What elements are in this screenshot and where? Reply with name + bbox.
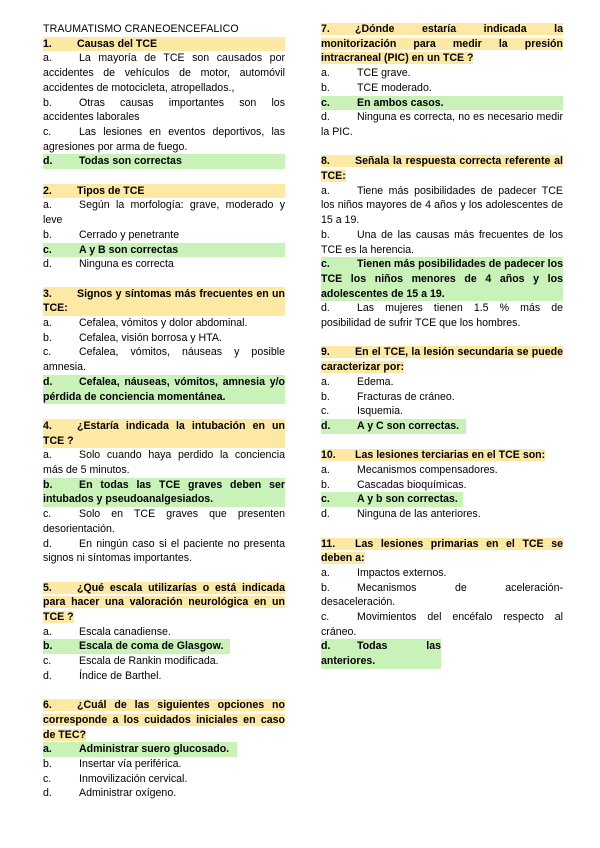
option-d	[43, 669, 285, 684]
option-letter: b.	[43, 640, 53, 653]
option-letter: a.	[321, 566, 330, 579]
option-c	[43, 654, 285, 669]
option-letter: d.	[43, 155, 53, 168]
question-text: ¿Estaría indicada la intubación en un TCE ?	[43, 419, 285, 447]
option-text: Edema.	[357, 375, 394, 388]
option-text: Administrar suero glucosado.	[79, 743, 230, 756]
option-text: Mecanismos compensadores.	[357, 464, 498, 477]
option-text: Otras causas importantes son los accidentes laborales	[43, 96, 285, 124]
question-title	[43, 698, 285, 742]
question-number: 8.	[321, 155, 330, 168]
option-c	[43, 772, 285, 787]
question-number: 9.	[321, 346, 330, 359]
question-text: ¿Qué escala utilizarías o está indicada para hacer una valoración neurológica en un TCE ?	[43, 581, 285, 624]
option-text: Isquemia.	[357, 405, 403, 418]
option-text: Cascadas bioquímicas.	[357, 478, 467, 491]
question-number: 4.	[43, 419, 52, 432]
option-text: Todas las anteriores.	[321, 640, 441, 668]
option-letter: c.	[43, 508, 52, 521]
option-letter: c.	[321, 493, 330, 506]
option-a	[43, 51, 285, 95]
option-b	[321, 478, 563, 493]
question-number: 3.	[43, 287, 52, 300]
option-a	[43, 198, 285, 227]
option-letter: a.	[43, 52, 52, 65]
option-letter: b.	[321, 81, 330, 94]
question-9	[321, 345, 563, 433]
option-letter: a.	[321, 375, 330, 388]
option-d	[321, 301, 563, 330]
option-text: Solo cuando haya perdido la conciencia más de 5 minutos.	[43, 449, 285, 477]
question-text: En el TCE, la lesión secundaria se puede caracterizar por:	[321, 346, 563, 374]
option-letter: b.	[321, 478, 330, 491]
option-d	[43, 257, 285, 272]
option-letter: c.	[321, 611, 330, 624]
option-letter: c.	[43, 346, 52, 359]
option-letter: a.	[321, 464, 330, 477]
option-c	[43, 345, 285, 374]
option-a	[321, 184, 563, 228]
question-5	[43, 581, 285, 684]
option-text: Administrar oxígeno.	[79, 787, 177, 800]
option-text: Tienen más posibilidades de padecer los TCE los niños menores de 4 años y los adolescentes de 15 a 19.	[321, 258, 563, 300]
option-letter: c.	[321, 258, 330, 271]
option-c-correct	[321, 257, 563, 301]
option-letter: d.	[43, 375, 53, 388]
option-letter: b.	[321, 581, 330, 594]
option-text: Las mujeres tienen 1.5 % más de posibilidad de sufrir TCE que los hombres.	[321, 302, 563, 330]
option-text: Impactos externos.	[357, 566, 447, 579]
question-3	[43, 287, 285, 405]
right-column	[321, 22, 563, 684]
question-number: 2.	[43, 184, 52, 197]
option-text: A y C son correctas.	[357, 419, 460, 432]
option-letter: b.	[43, 478, 53, 491]
option-b-correct	[43, 478, 285, 507]
option-d-correct	[321, 639, 441, 668]
option-b	[321, 228, 563, 257]
option-text: Movimientos del encéfalo respecto al cráneo.	[321, 611, 563, 638]
question-number: 7.	[321, 23, 330, 35]
question-1	[43, 37, 285, 169]
option-letter: a.	[43, 625, 52, 638]
question-10	[321, 448, 563, 522]
option-b	[321, 581, 563, 610]
option-text: Una de las causas más frecuentes de los TCE es la herencia.	[321, 228, 563, 256]
option-text: Todas son correctas	[79, 155, 182, 168]
option-d-correct	[43, 375, 285, 404]
option-text: Mecanismos de aceleración-desaceleración.	[321, 581, 563, 609]
option-text: Insertar vía periférica.	[79, 758, 182, 771]
option-text: Cefalea, vómitos, náuseas y posible amnesia.	[43, 346, 285, 374]
option-text: Inmovilización cervical.	[79, 772, 188, 785]
question-number: 11.	[321, 537, 336, 550]
option-a	[321, 566, 563, 581]
question-title	[43, 37, 285, 52]
option-text: Según la morfología: grave, moderado y leve	[43, 199, 285, 227]
option-letter: c.	[321, 96, 330, 109]
left-column	[43, 22, 285, 816]
option-letter: d.	[43, 258, 52, 271]
question-text: ¿Dónde estaría indicada la monitorización para medir la presión intracraneal (PIC) en un TCE ?	[321, 23, 563, 65]
option-letter: a.	[43, 743, 52, 756]
option-text: Índice de Barthel.	[79, 669, 162, 682]
option-text: En ambos casos.	[357, 96, 444, 109]
option-c-correct	[321, 492, 463, 507]
option-b-correct	[43, 639, 230, 654]
option-text: En ningún caso si el paciente no presenta signos ni síntomas importantes.	[43, 537, 285, 565]
question-7	[321, 22, 563, 140]
option-text: Ninguna de las anteriores.	[357, 508, 481, 521]
option-c	[321, 610, 563, 639]
option-d	[321, 110, 563, 139]
option-text: Cefalea, náuseas, vómitos, amnesia y/o pérdida de conciencia momentánea.	[43, 375, 285, 403]
option-b	[43, 331, 285, 346]
question-title	[43, 581, 285, 625]
option-letter: b.	[43, 331, 52, 344]
option-letter: b.	[43, 96, 52, 109]
option-letter: b.	[321, 390, 330, 403]
question-title	[321, 154, 563, 183]
option-a-correct	[43, 742, 237, 757]
option-d-correct	[321, 419, 466, 434]
question-number: 5.	[43, 581, 52, 594]
question-title	[321, 345, 563, 374]
option-letter: d.	[321, 640, 331, 653]
option-b	[321, 81, 563, 96]
question-number: 10.	[321, 449, 336, 462]
option-letter: c.	[43, 655, 52, 668]
document-title: TRAUMATISMO CRANEOENCEFALICO	[43, 23, 239, 35]
option-text: Cefalea, vómitos y dolor abdominal.	[79, 317, 248, 330]
option-a	[43, 625, 285, 640]
option-text: Cerrado y penetrante	[79, 228, 180, 241]
option-a	[43, 316, 285, 331]
option-a	[43, 448, 285, 477]
option-text: Escala de coma de Glasgow.	[79, 640, 224, 653]
option-d	[321, 507, 563, 522]
option-a	[321, 463, 563, 478]
question-text: Las lesiones terciarias en el TCE son:	[355, 449, 546, 462]
option-letter: c.	[43, 772, 52, 785]
option-text: Solo en TCE graves que presenten desorientación.	[43, 508, 285, 535]
option-c	[43, 125, 285, 154]
question-6	[43, 698, 285, 801]
option-letter: a.	[321, 184, 330, 197]
option-b	[321, 390, 563, 405]
option-letter: a.	[321, 67, 330, 80]
question-title	[43, 184, 285, 199]
option-text: Las lesiones en eventos deportivos, las agresiones por arma de fuego.	[43, 125, 285, 153]
question-11	[321, 537, 563, 669]
option-text: Tiene más posibilidades de padecer TCE los niños mayores de 4 años y los adolescentes de 15 a 19.	[321, 184, 563, 227]
option-text: TCE grave.	[357, 67, 411, 80]
question-number: 6.	[43, 699, 52, 712]
option-text: Ninguna es correcta, no es necesario medir la PIC.	[321, 111, 563, 138]
option-letter: b.	[43, 228, 52, 241]
option-letter: b.	[321, 228, 330, 241]
option-a	[321, 66, 563, 81]
question-text: ¿Cuál de las siguientes opciones no corresponde a los cuidados iniciales en caso de TEC?	[43, 699, 285, 741]
option-text: Escala de Rankin modificada.	[79, 655, 219, 668]
option-letter: c.	[321, 405, 330, 418]
option-text: A y B son correctas	[79, 243, 179, 256]
option-letter: b.	[43, 758, 52, 771]
question-4	[43, 419, 285, 566]
option-text: Escala canadiense.	[79, 625, 171, 638]
option-letter: c.	[43, 243, 52, 256]
option-letter: d.	[321, 508, 330, 521]
option-c	[43, 507, 285, 536]
option-c-correct	[321, 96, 563, 111]
option-text: Cefalea, visión borrosa y HTA.	[79, 331, 222, 344]
option-c-correct	[43, 243, 285, 258]
option-b	[43, 96, 285, 125]
option-letter: a.	[43, 449, 52, 462]
option-text: A y b son correctas.	[357, 493, 458, 506]
question-2	[43, 184, 285, 272]
question-text: Signos y síntomas más frecuentes en un TCE:	[43, 287, 285, 315]
option-d-correct	[43, 154, 285, 169]
option-letter: d.	[321, 111, 330, 124]
option-letter: d.	[321, 419, 331, 432]
question-text: Causas del TCE	[77, 37, 158, 50]
question-8	[321, 154, 563, 330]
option-text: Ninguna es correcta	[79, 258, 174, 271]
question-title	[321, 537, 563, 566]
option-text: Fracturas de cráneo.	[357, 390, 455, 403]
option-b	[43, 228, 285, 243]
question-text: Tipos de TCE	[77, 184, 145, 197]
option-c	[321, 404, 563, 419]
option-text: En todas las TCE graves deben ser intubados y pseudoanalgesiados.	[43, 478, 285, 506]
option-letter: d.	[43, 787, 52, 800]
question-title	[321, 448, 563, 463]
question-text: Las lesiones primarias en el TCE se deben a:	[321, 537, 563, 565]
question-title	[43, 419, 285, 448]
option-d	[43, 537, 285, 566]
option-letter: d.	[43, 669, 52, 682]
option-text: La mayoría de TCE son causados por accidentes de vehículos de motor, automóvil accidentes de motocicleta, atropellados.,	[43, 52, 285, 94]
question-title	[321, 22, 563, 66]
option-a	[321, 375, 563, 390]
option-d	[43, 786, 285, 801]
option-text: TCE moderado.	[357, 81, 432, 94]
option-letter: a.	[43, 199, 52, 212]
option-letter: d.	[321, 302, 330, 315]
option-letter: d.	[43, 537, 52, 550]
question-number: 1.	[43, 37, 52, 50]
option-b	[43, 757, 285, 772]
option-letter: a.	[43, 317, 52, 330]
option-letter: c.	[43, 125, 52, 138]
question-text: Señala la respuesta correcta referente al TCE:	[321, 155, 563, 183]
question-title	[43, 287, 285, 316]
